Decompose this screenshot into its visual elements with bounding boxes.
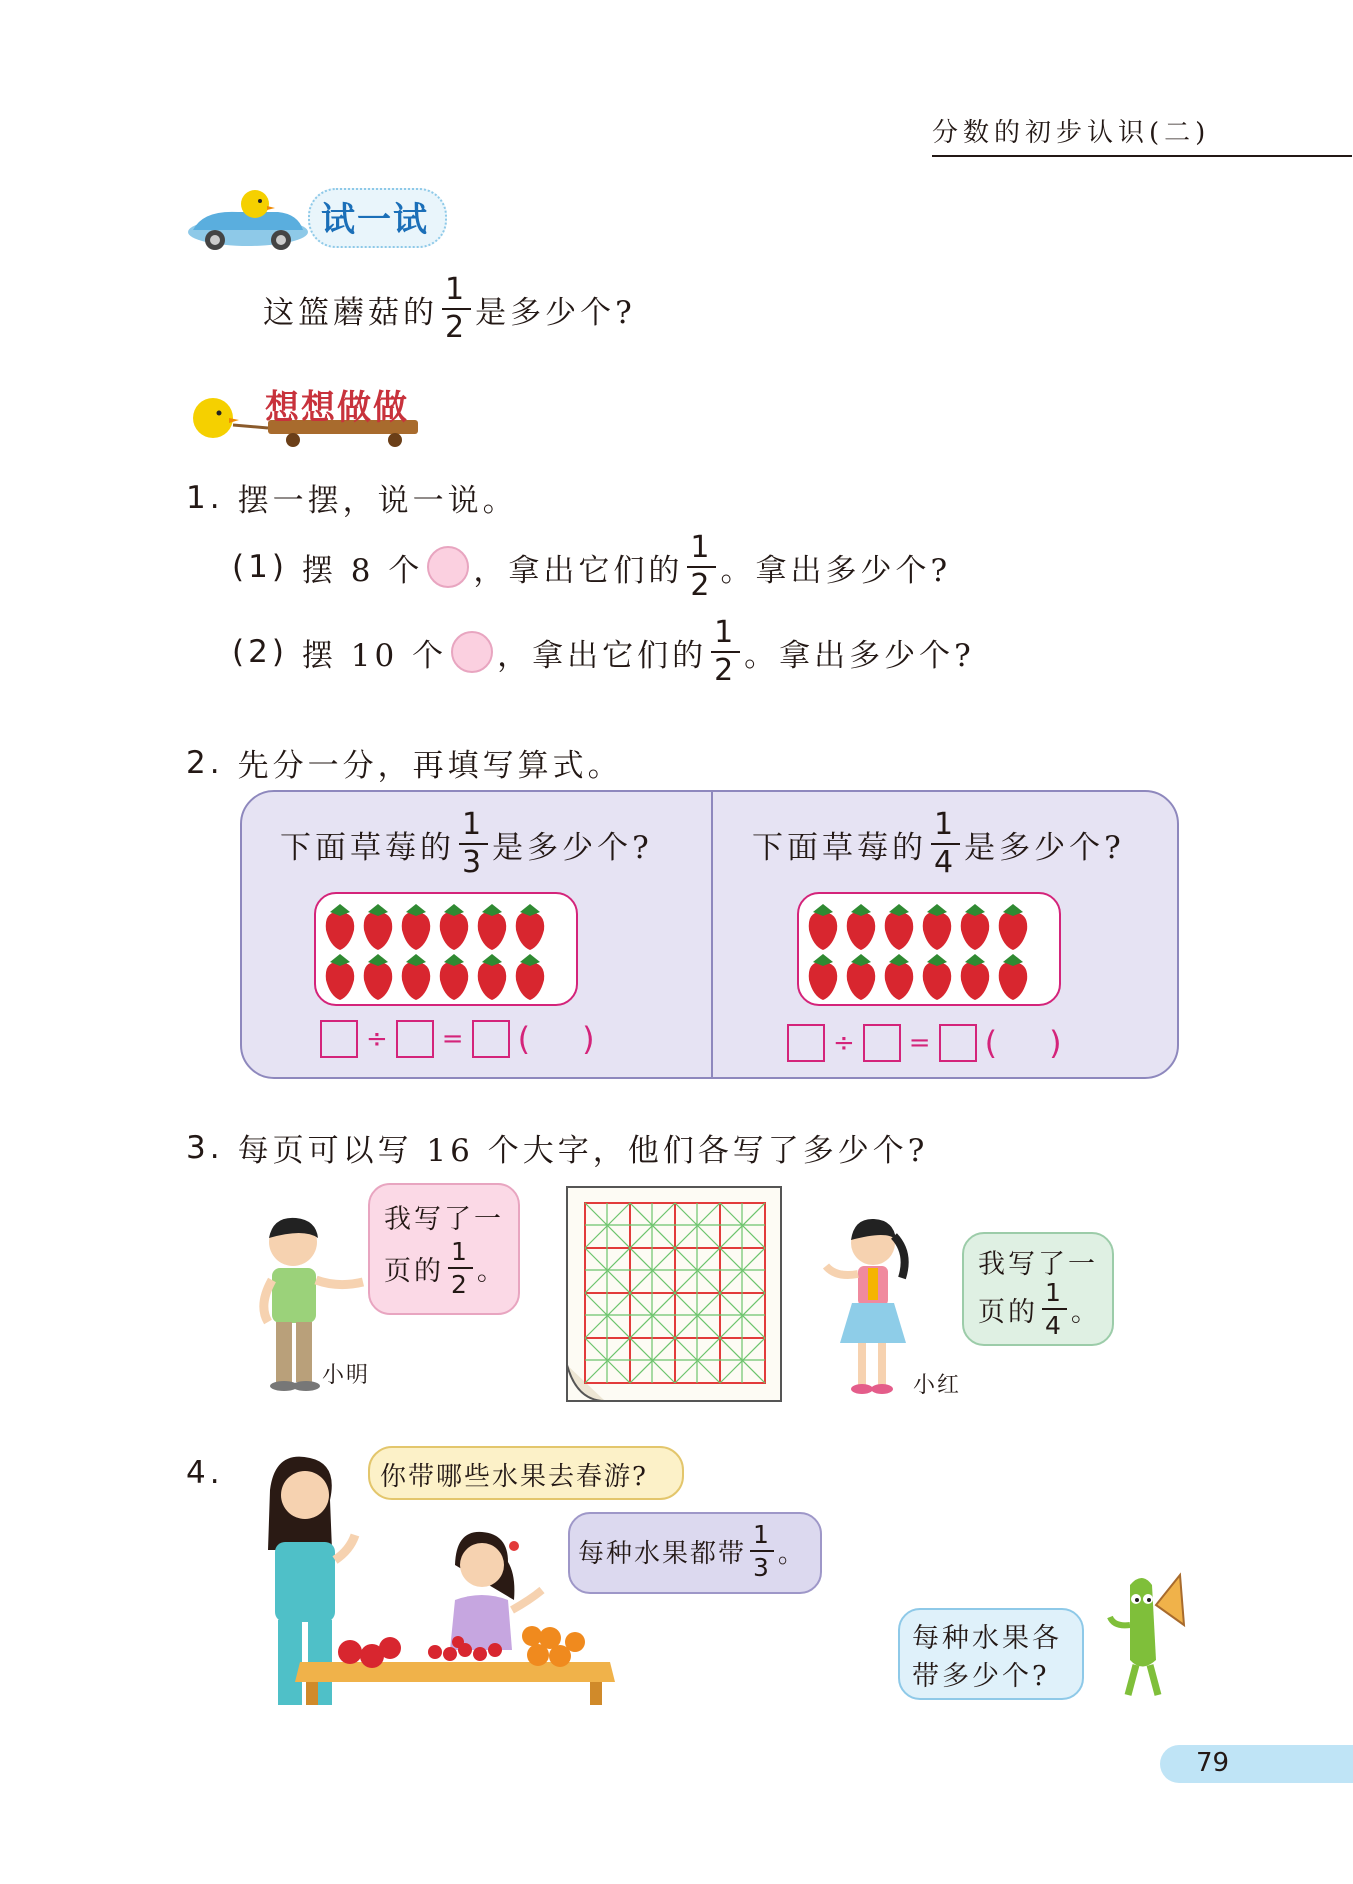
- q1-sub2: (2) 摆 10 个 ，拿出它们的 $\frac{1}{2}$ 。拿出多少个?: [232, 615, 975, 688]
- boy-speech-bubble: 我写了一 页的 $\frac{1}{2}$ 。: [368, 1183, 520, 1315]
- pink-circle-icon: [451, 631, 493, 673]
- think-title: 想想做做: [265, 388, 409, 428]
- q3-heading: 3. 每页可以写 16 个大字，他们各写了多少个?: [186, 1129, 929, 1169]
- answer-box[interactable]: [320, 1020, 358, 1058]
- q1-number: 1.: [186, 479, 224, 516]
- try-section-banner: [183, 182, 453, 252]
- q3-number: 3.: [186, 1129, 224, 1166]
- student-speech-bubble: 每种水果都带 $\frac{1}{3}$ 。: [568, 1512, 822, 1594]
- pencil-mascot-icon: [1100, 1565, 1190, 1705]
- strawberries-icon: [316, 894, 576, 1004]
- boy-name: 小明: [322, 1363, 371, 1388]
- q4-heading: [186, 1455, 224, 1491]
- strawberry-group-left: [314, 892, 578, 1006]
- q2-number: 2.: [186, 744, 224, 781]
- answer-box[interactable]: [472, 1020, 510, 1058]
- girl-name: 小红: [913, 1373, 962, 1398]
- car-chick-icon: [183, 182, 313, 252]
- strawberry-panel: [240, 790, 1179, 1079]
- page-number: 79: [1196, 1748, 1230, 1778]
- panel-right-question: 下面草莓的 $\frac{1}{4}$ 是多少个?: [752, 807, 1125, 880]
- running-header: [932, 112, 1352, 157]
- teacher-speech-bubble: 你带哪些水果去春游?: [368, 1446, 684, 1500]
- panel-divider: [711, 792, 713, 1077]
- page-number-tab: [1160, 1745, 1353, 1783]
- q1-sub1: (1) 摆 8 个 ，拿出它们的 $\frac{1}{2}$ 。拿出多少个?: [232, 530, 952, 603]
- answer-box[interactable]: [939, 1024, 977, 1062]
- strawberries-icon: [799, 894, 1059, 1004]
- mascot-speech-bubble: 每种水果各 带多少个?: [898, 1608, 1084, 1700]
- panel-left-question: 下面草莓的 $\frac{1}{3}$ 是多少个?: [280, 807, 653, 880]
- q2-heading: 2. 先分一分，再填写算式。: [186, 744, 623, 784]
- pink-circle-icon: [427, 546, 469, 588]
- q1-heading: 1. 摆一摆，说一说。: [186, 479, 518, 519]
- fraction-one-half: $\frac{1}{2}$: [442, 275, 471, 343]
- answer-box[interactable]: [787, 1024, 825, 1062]
- try-title: 试一试: [321, 200, 429, 240]
- equation-left: ÷ = ( ): [320, 1020, 595, 1058]
- try-question: 这篮蘑菇的 $\frac{1}{2}$ 是多少个?: [263, 272, 636, 345]
- strawberry-group-right: [797, 892, 1061, 1006]
- header-rule: [932, 155, 1352, 157]
- think-section-banner: [183, 380, 443, 450]
- girl-illustration: [818, 1208, 928, 1403]
- grid-paper-icon: [565, 1185, 785, 1405]
- q4-number: 4.: [186, 1455, 224, 1491]
- running-title: 分数的初步认识(二): [932, 118, 1211, 148]
- equation-right: ÷ = ( ): [787, 1024, 1062, 1062]
- girl-speech-bubble: 我写了一 页的 $\frac{1}{4}$ 。: [962, 1232, 1114, 1346]
- answer-box[interactable]: [863, 1024, 901, 1062]
- answer-box[interactable]: [396, 1020, 434, 1058]
